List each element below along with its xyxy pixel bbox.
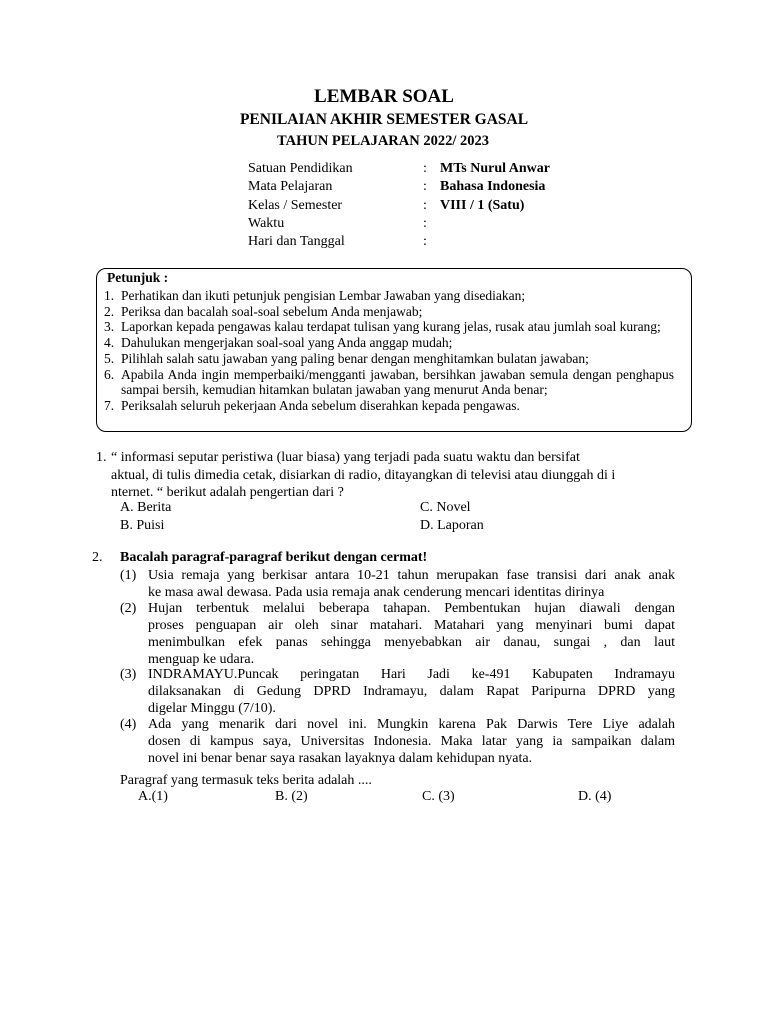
option-a[interactable]: A. Berita <box>120 500 172 515</box>
instruction-text: Pilihlah salah satu jawaban yang paling benar dengan menghitamkan bulatan jawaban; <box>121 350 589 366</box>
option-a[interactable]: A.(1) <box>138 789 168 804</box>
paragraph-number: (4) <box>120 717 137 732</box>
info-value: Bahasa Indonesia <box>440 179 546 195</box>
instruction-text: Apabila Anda ingin memperbaiki/mengganti jawaban, bersihkan jawaban semula dengan penghapus sampai bersih, kemudian hitamkan bulatan jawaban yang menurut Anda benar; <box>121 366 674 398</box>
instruction-item <box>104 288 674 304</box>
paragraph-line: Hujan terbentuk melalui beberapa tahapan. Pembentukan hujan diawali dengan <box>148 601 675 616</box>
paragraph-line: dilaksanakan di Gedung DPRD Indramayu, dalam Rapat Paripurna DPRD yang <box>148 684 675 699</box>
paragraph-line: ke masa awal dewasa. Pada usia remaja anak cenderung mencari identitas dirinya <box>148 585 605 600</box>
info-label: Mata Pelajaran <box>248 179 333 195</box>
instruction-number: 6. <box>104 366 115 382</box>
instructions-box <box>96 268 692 432</box>
paragraph-line: INDRAMAYU.Puncak peringatan Hari Jadi ke-491 Kabupaten Indramayu <box>148 667 675 682</box>
option-b[interactable]: B. (2) <box>275 789 308 804</box>
instruction-item <box>104 398 674 414</box>
page-title: LEMBAR SOAL <box>314 86 454 107</box>
question-number: 2. <box>92 550 103 565</box>
paragraph-line: menimbulkan efek panas sehingga menyebabkan air danau, sungai , dan laut <box>148 635 675 650</box>
info-colon: : <box>423 179 427 195</box>
instruction-text: Dahulukan mengerjakan soal-soal yang Anda anggap mudah; <box>121 335 453 351</box>
info-value: MTs Nurul Anwar <box>440 161 550 176</box>
instructions-heading: Petunjuk : <box>107 270 169 285</box>
paragraph-line: novel ini benar benar saya rasakan layaknya dalam kehidupan nyata. <box>148 751 533 766</box>
option-d[interactable]: D. (4) <box>578 789 612 804</box>
question-text-line: “ informasi seputar peristiwa (luar biasa) yang terjadi pada suatu waktu dan bersifat <box>111 450 580 465</box>
option-c[interactable]: C. (3) <box>422 789 455 804</box>
paragraph-number: (3) <box>120 667 137 682</box>
instruction-text: Periksa dan bacalah soal-soal sebelum Anda menjawab; <box>121 303 423 319</box>
question-instruction: Bacalah paragraf-paragraf berikut dengan cermat! <box>120 550 428 565</box>
instruction-item <box>104 319 674 335</box>
question-text: Paragraf yang termasuk teks berita adalah .... <box>120 773 372 788</box>
paragraph-line: digelar Minggu (7/10). <box>148 701 276 716</box>
info-colon: : <box>423 197 427 213</box>
instruction-number: 7. <box>104 397 115 413</box>
instruction-number: 4. <box>104 335 115 351</box>
paragraph-line: Usia remaja yang berkisar antara 10-21 tahun merupakan fase transisi dari anak anak <box>148 568 675 583</box>
instruction-number: 2. <box>104 303 115 319</box>
instruction-item <box>104 351 674 367</box>
paragraph-line: dosen di kampus saya, Universitas Indonesia. Maka latar yang ia sampaikan dalam <box>148 734 675 749</box>
paragraph-line: menguap ke udara. <box>148 652 255 667</box>
instruction-number: 5. <box>104 350 115 366</box>
instruction-item <box>104 335 674 351</box>
info-colon: : <box>423 215 427 231</box>
instruction-number: 3. <box>104 319 115 335</box>
page-subtitle: PENILAIAN AKHIR SEMESTER GASAL <box>239 111 529 128</box>
instruction-number: 1. <box>104 288 115 303</box>
info-label: Hari dan Tanggal <box>248 234 345 250</box>
info-label: Kelas / Semester <box>248 197 343 213</box>
paragraph-line: Ada yang menarik dari novel ini. Mungkin karena Pak Darwis Tere Liye adalah <box>148 717 675 732</box>
paragraph-line: proses penguapan air oleh sinar matahari. Matahari yang menyinari bumi dapat <box>148 618 675 633</box>
instruction-text: Laporkan kepada pengawas kalau terdapat tulisan yang kurang jelas, rusak atau jumlah soal kurang; <box>121 319 661 335</box>
paragraph-number: (2) <box>120 601 137 616</box>
question-text-line: aktual, di tulis dimedia cetak, disiarkan di radio, ditayangkan di televisi atau diunggah di i <box>111 468 616 483</box>
info-value: VIII / 1 (Satu) <box>440 197 525 213</box>
instruction-text: Periksalah seluruh pekerjaan Anda sebelum diserahkan kepada pengawas. <box>121 397 520 413</box>
instructions-list <box>104 288 674 414</box>
instruction-item <box>104 367 674 398</box>
option-c[interactable]: C. Novel <box>420 500 471 515</box>
academic-year: TAHUN PELAJARAN 2022/ 2023 <box>277 133 489 149</box>
instruction-item <box>104 304 674 320</box>
paragraph-number: (1) <box>120 568 137 583</box>
question-text-line: nternet. “ berikut adalah pengertian dari ? <box>111 485 344 500</box>
info-label: Satuan Pendidikan <box>248 161 353 176</box>
instruction-text: Perhatikan dan ikuti petunjuk pengisian Lembar Jawaban yang disediakan; <box>121 288 526 303</box>
option-b[interactable]: B. Puisi <box>120 518 165 533</box>
option-d[interactable]: D. Laporan <box>420 518 484 533</box>
info-label: Waktu <box>248 215 285 231</box>
info-colon: : <box>423 234 427 250</box>
info-colon: : <box>423 161 427 176</box>
question-number: 1. <box>96 450 107 465</box>
